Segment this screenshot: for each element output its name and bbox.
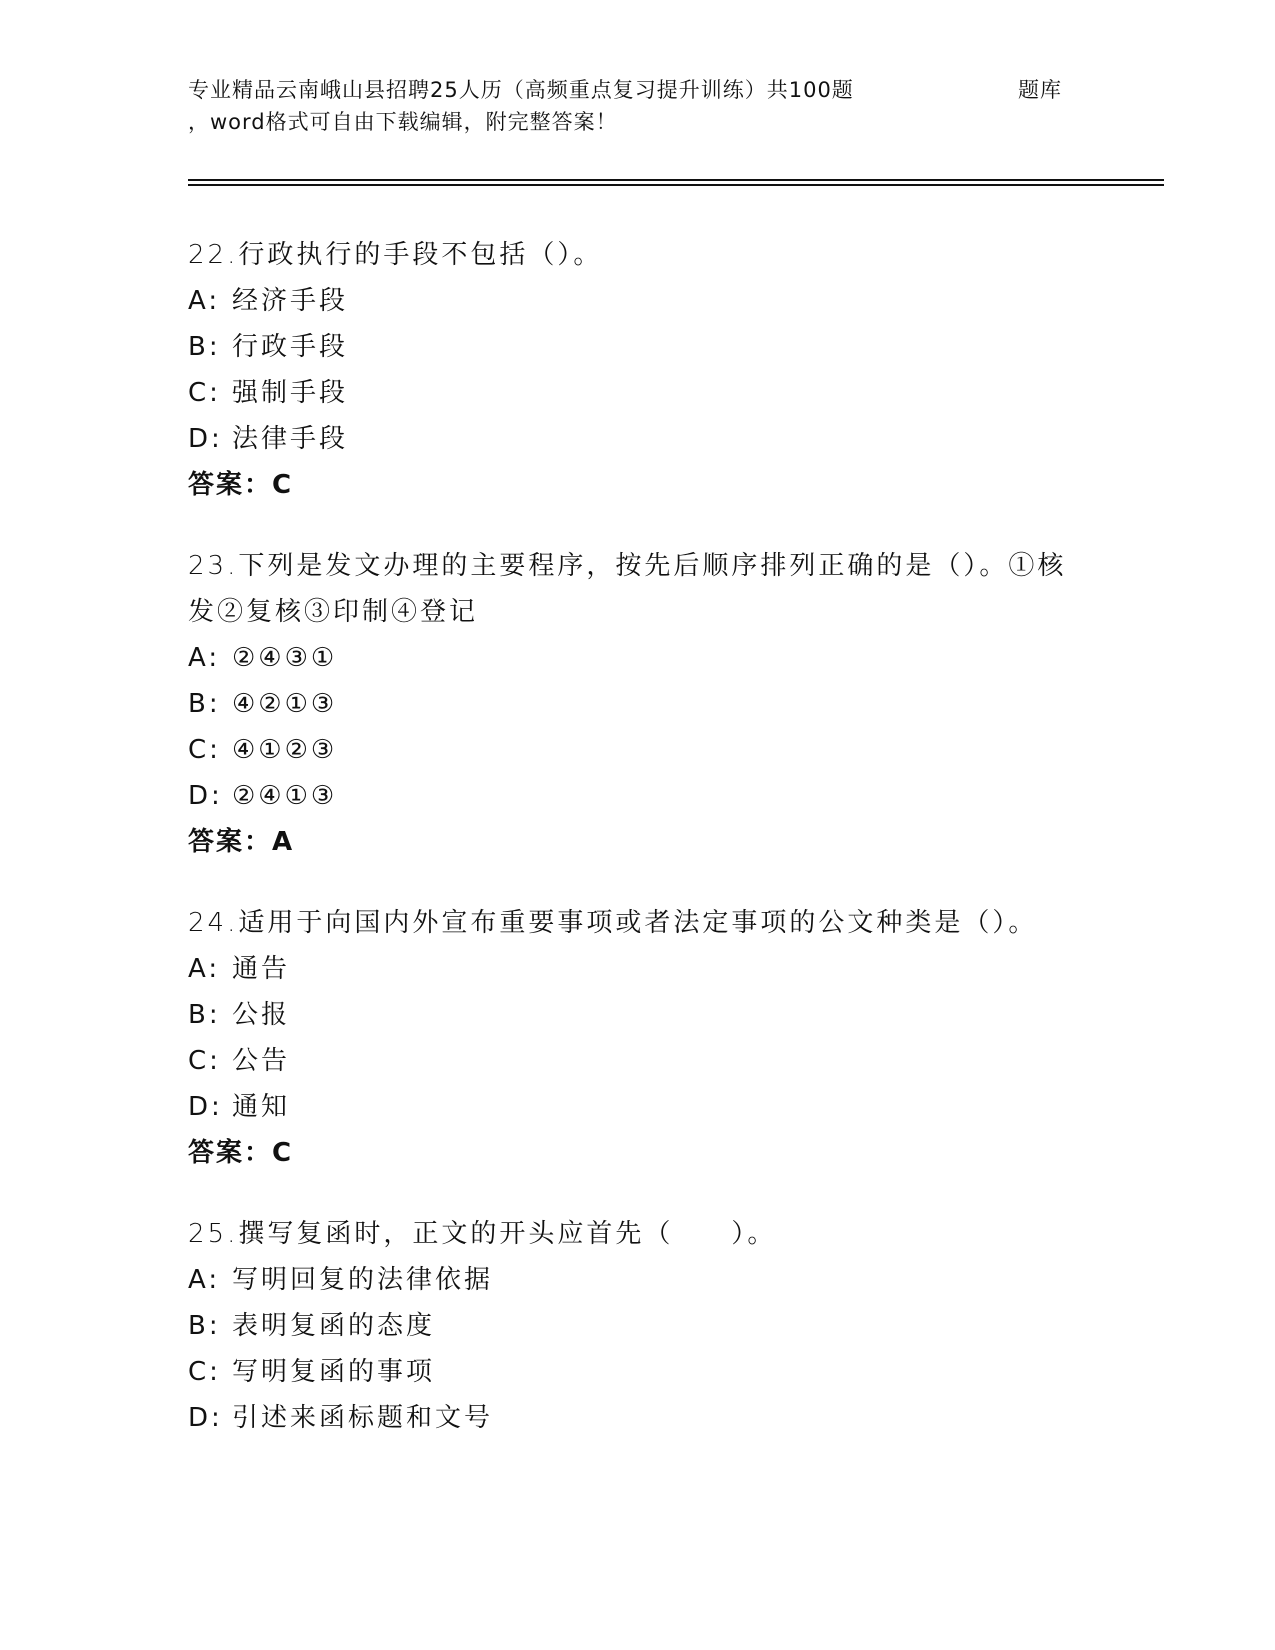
option-letter: B: xyxy=(188,1000,221,1030)
header-label: 题库 xyxy=(1018,78,1062,102)
option-letter: D: xyxy=(188,1403,223,1433)
option-text: 引述来函标题和文号 xyxy=(232,1403,494,1433)
document-subtitle: ，word格式可自由下载编辑，附完整答案！ xyxy=(188,110,618,134)
option-text: 强制手段 xyxy=(232,378,349,408)
option-text: 写明复函的事项 xyxy=(232,1357,436,1387)
answer-line: 答案：C xyxy=(188,470,294,500)
option-letter: A: xyxy=(188,286,221,316)
option-text: ②④③① xyxy=(232,643,338,673)
option-text: 表明复函的态度 xyxy=(232,1311,436,1341)
option-letter: D: xyxy=(188,781,223,811)
option-text: ④①②③ xyxy=(232,735,338,765)
option-letter: C: xyxy=(188,735,221,765)
question-stem: 25.撰写复函时，正文的开头应首先（ ）。 xyxy=(188,1219,777,1249)
document-header xyxy=(188,74,1088,136)
option-text: 通告 xyxy=(232,954,291,984)
question-stem: 22.行政执行的手段不包括（）。 xyxy=(188,240,603,270)
option-text: 通知 xyxy=(232,1092,291,1122)
answer-line: 答案：A xyxy=(188,827,295,857)
option-b xyxy=(188,1303,1088,1349)
question-item xyxy=(188,1211,1088,1441)
option-a xyxy=(188,1257,1088,1303)
option-a xyxy=(188,278,1088,324)
option-text: 公报 xyxy=(232,1000,291,1030)
option-letter: A: xyxy=(188,954,221,984)
option-c xyxy=(188,1038,1088,1084)
option-letter: A: xyxy=(188,643,221,673)
option-b xyxy=(188,992,1088,1038)
option-letter: C: xyxy=(188,1046,221,1076)
option-letter: B: xyxy=(188,332,221,362)
question-item xyxy=(188,900,1088,1176)
option-b xyxy=(188,324,1088,370)
option-text: 法律手段 xyxy=(232,424,349,454)
option-letter: B: xyxy=(188,689,221,719)
option-d xyxy=(188,773,1088,819)
option-a xyxy=(188,946,1088,992)
header-divider-bottom xyxy=(188,184,1164,186)
option-d xyxy=(188,1395,1088,1441)
option-text: 公告 xyxy=(232,1046,291,1076)
option-letter: C: xyxy=(188,1357,221,1387)
option-letter: D: xyxy=(188,1092,223,1122)
header-divider-top xyxy=(188,179,1164,181)
option-c xyxy=(188,1349,1088,1395)
option-d xyxy=(188,416,1088,462)
option-text: ②④①③ xyxy=(232,781,338,811)
option-text: 行政手段 xyxy=(232,332,349,362)
question-stem: 23.下列是发文办理的主要程序，按先后顺序排列正确的是（）。①核发②复核③印制④登记 xyxy=(188,551,1067,627)
question-item xyxy=(188,543,1088,865)
option-c xyxy=(188,370,1088,416)
option-b xyxy=(188,681,1088,727)
option-letter: A: xyxy=(188,1265,221,1295)
option-letter: C: xyxy=(188,378,221,408)
option-d xyxy=(188,1084,1088,1130)
option-text: 写明回复的法律依据 xyxy=(232,1265,494,1295)
option-a xyxy=(188,635,1088,681)
document-title: 专业精品云南峨山县招聘25人历（高频重点复习提升训练）共100题 xyxy=(188,78,854,102)
option-letter: B: xyxy=(188,1311,221,1341)
question-stem: 24.适用于向国内外宣布重要事项或者法定事项的公文种类是（）。 xyxy=(188,908,1038,938)
option-c xyxy=(188,727,1088,773)
question-list xyxy=(188,232,1088,1476)
question-item xyxy=(188,232,1088,508)
option-text: ④②①③ xyxy=(232,689,338,719)
answer-line: 答案：C xyxy=(188,1138,294,1168)
option-letter: D: xyxy=(188,424,223,454)
option-text: 经济手段 xyxy=(232,286,349,316)
